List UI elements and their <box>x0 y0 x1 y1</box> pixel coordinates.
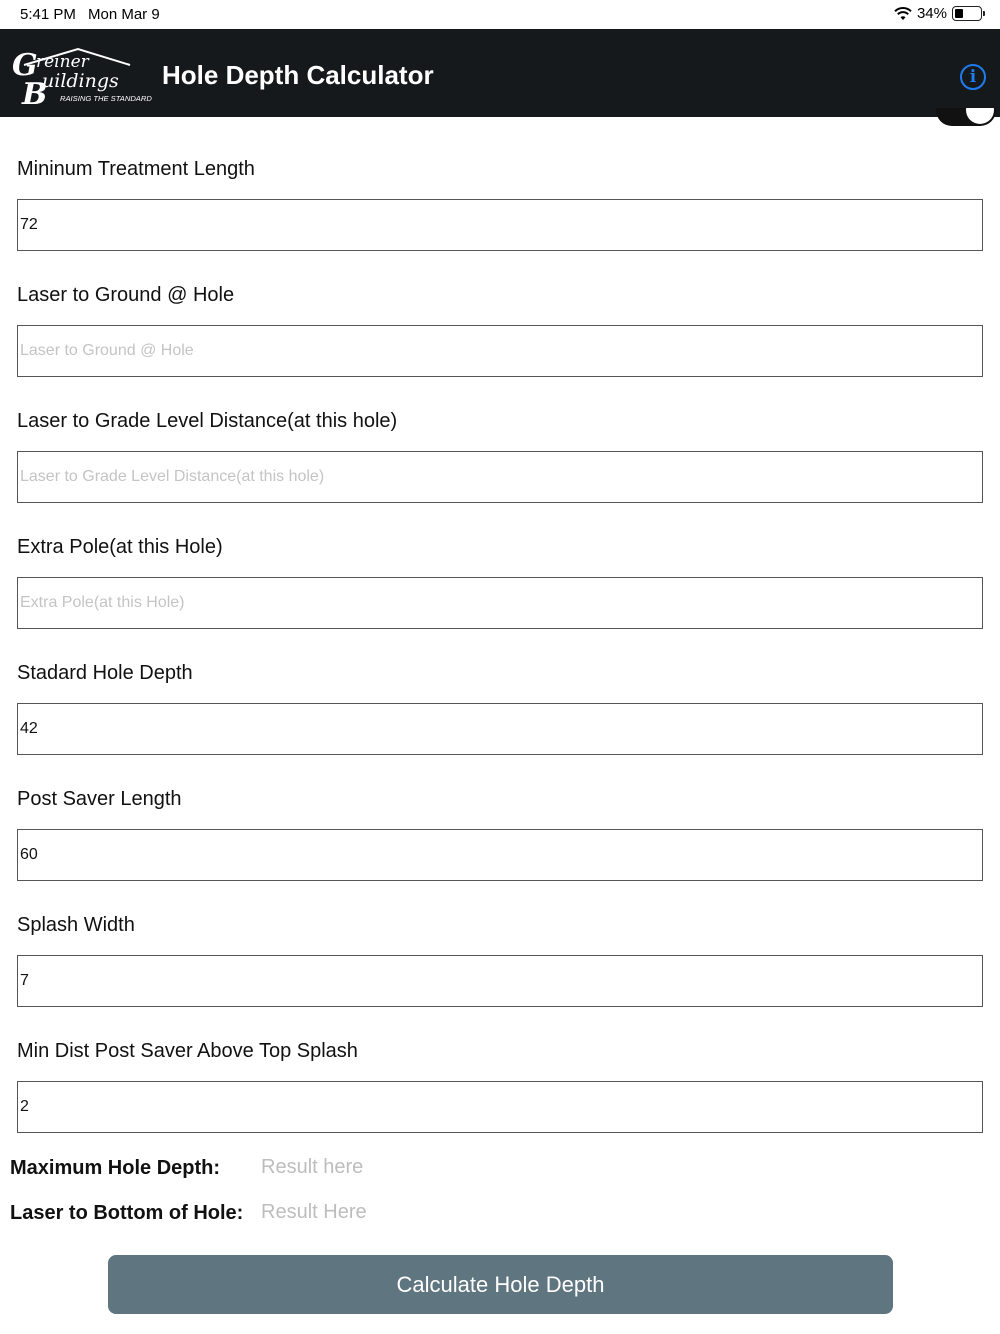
svg-text:G: G <box>12 48 38 83</box>
laser-to-bottom-result: Result Here <box>261 1201 367 1223</box>
company-logo <box>10 47 155 107</box>
label-laser-to-grade-level: Laser to Grade Level Distance(at this hole) <box>17 410 398 432</box>
extra-pole-input[interactable] <box>17 577 983 629</box>
label-splash-width: Splash Width <box>17 914 135 936</box>
status-time: 5:41 PM <box>20 6 76 23</box>
svg-text:uildings: uildings <box>42 70 119 92</box>
label-min-treatment-length: Mininum Treatment Length <box>17 158 255 180</box>
max-hole-depth-label: Maximum Hole Depth: <box>10 1157 221 1179</box>
label-laser-to-ground: Laser to Ground @ Hole <box>17 284 235 306</box>
status-bar <box>0 0 1000 29</box>
standard-hole-depth-input[interactable] <box>17 703 983 755</box>
svg-text:B: B <box>22 77 48 107</box>
laser-to-bottom-label: Laser to Bottom of Hole: <box>10 1202 244 1224</box>
label-extra-pole: Extra Pole(at this Hole) <box>17 536 223 558</box>
calculate-hole-depth-button[interactable]: Calculate Hole Depth <box>108 1255 893 1314</box>
app-header <box>0 29 1000 117</box>
status-date: Mon Mar 9 <box>88 6 160 23</box>
svg-text:RAISING THE STANDARD: RAISING THE STANDARD <box>60 94 152 103</box>
max-hole-depth-result: Result here <box>261 1156 364 1178</box>
wifi-icon <box>894 7 912 21</box>
post-saver-length-input[interactable] <box>17 829 983 881</box>
splash-width-input[interactable] <box>17 955 983 1007</box>
status-right <box>894 5 982 22</box>
laser-to-grade-level-input[interactable] <box>17 451 983 503</box>
svg-text:reiner: reiner <box>36 52 89 72</box>
info-icon[interactable]: i <box>960 64 986 90</box>
laser-to-ground-input[interactable] <box>17 325 983 377</box>
battery-percent: 34% <box>916 5 947 22</box>
battery-icon <box>952 6 982 21</box>
page-title: Hole Depth Calculator <box>162 60 434 90</box>
toggle-switch[interactable] <box>936 108 996 128</box>
min-treatment-length-input[interactable] <box>17 199 983 251</box>
label-standard-hole-depth: Stadard Hole Depth <box>17 662 193 684</box>
min-dist-post-saver-input[interactable] <box>17 1081 983 1133</box>
label-min-dist-post-saver: Min Dist Post Saver Above Top Splash <box>17 1040 358 1062</box>
label-post-saver-length: Post Saver Length <box>17 788 182 810</box>
